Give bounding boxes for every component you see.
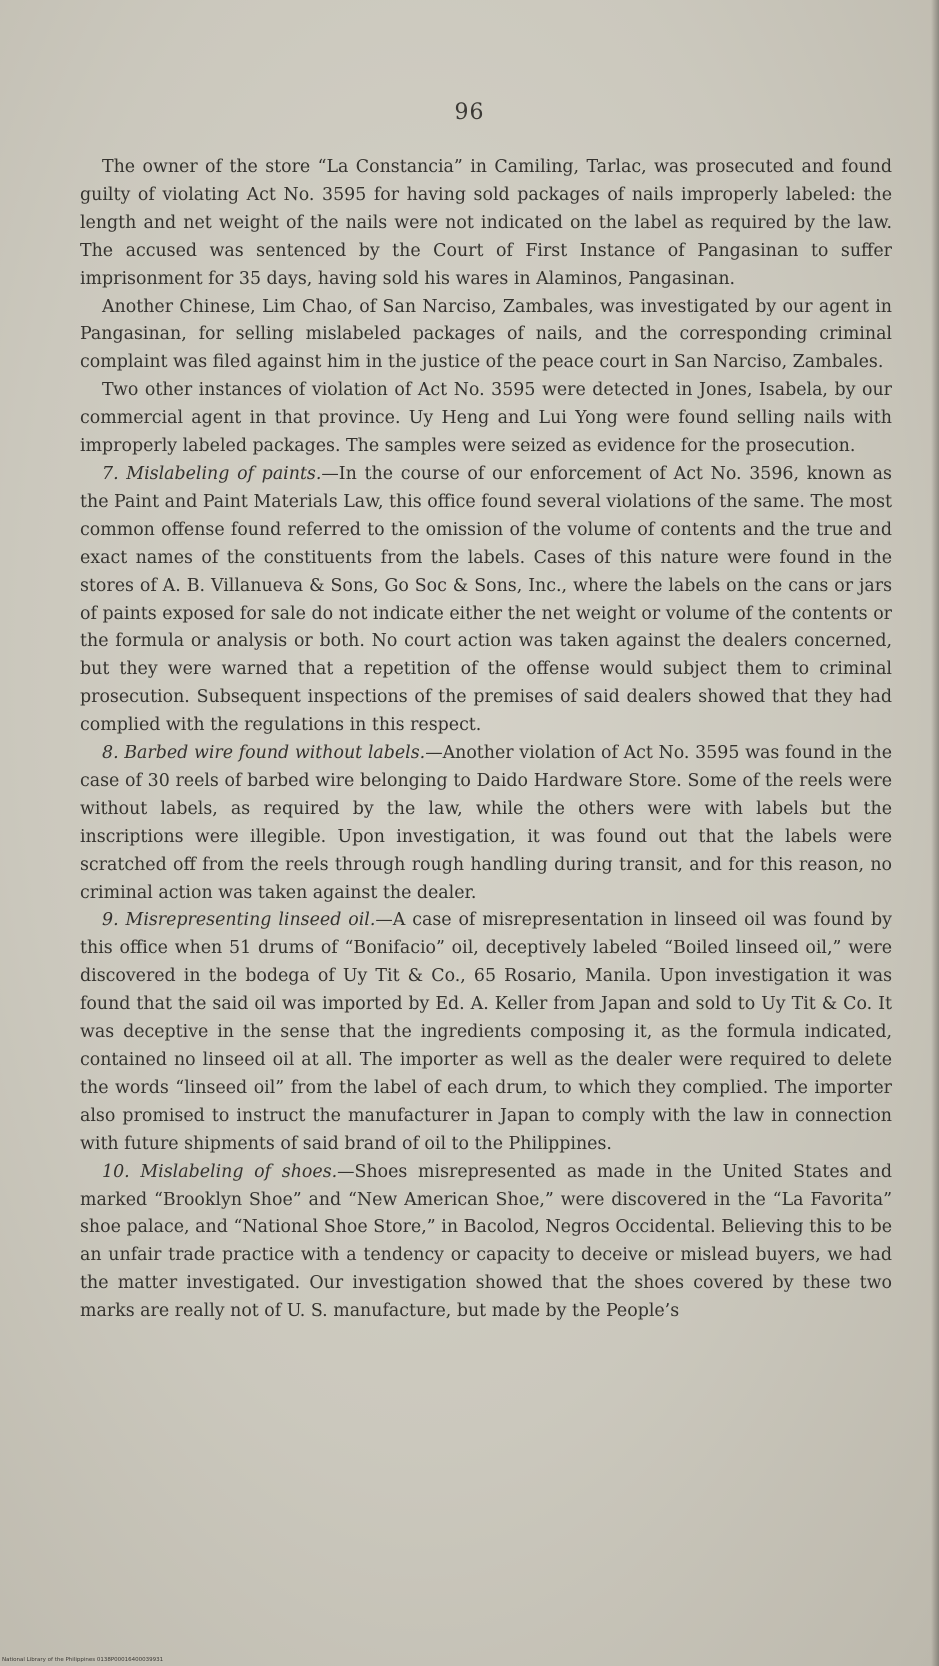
section-heading-shoes: 10. Mislabeling of shoes. (102, 1161, 338, 1182)
paragraph-mislabeling-shoes (80, 1159, 892, 1326)
paragraph-text: —In the course of our enforcement of Act No. 3596, known as the Paint and Paint Materials Law, this office found several violations of the same. The most common offense found referred to the omission of the volume of contents and the true and exact names of the constituents from the labels. Cases of this nature were found in the stores of A. B. Villanueva & Sons, Go Soc & Sons, Inc., where the labels on the cans or jars of paints exposed for sale do not indicate either the net weight or volume of the contents or the formula or analysis or both. No court action was taken against the dealers concerned, but they were warned that a repetition of the offense would subject them to criminal prosecution. Subsequent inspections of the premises of said dealers showed that they had complied with the regulations in this respect. (80, 463, 892, 736)
paragraph-text: Two other instances of violation of Act No. 3595 were detected in Jones, Isabela, by our commercial agent in that province. Uy Heng and Lui Yong were found selling nails with improperly labeled packages. The samples were seized as evidence for the prosecution. (80, 380, 892, 457)
paragraph-text: —Another violation of Act No. 3595 was found in the case of 30 reels of barbed wire belonging to Daido Hardware Store. Some of the reels were without labels, as required by the law, while the others were with labels but the inscriptions were illegible. Upon investigation, it was found out that the labels were scratched off from the reels through rough handling during transit, and for this reason, no criminal action was taken against the dealer. (80, 743, 892, 903)
paragraph-text: —A case of misrepresentation in linseed oil was found by this office when 51 drums of “Bonifacio” oil, deceptively labeled “Boiled linseed oil,” were discovered in the bodega of Uy Tit & Co., 65 Rosario, Manila. Upon investigation it was found that the said oil was imported by Ed. A. Keller from Japan and sold to Uy Tit & Co. It was deceptive in the sense that the ingredients composing it, as the formula indicated, contained no linseed oil at all. The importer as well as the dealer were required to delete the words “linseed oil” from the label of each drum, to which they complied. The importer also promised to instruct the manufacturer in Japan to comply with the law in connection with future shipments of said brand of oil to the Philippines. (80, 910, 892, 1154)
section-heading-paints: 7. Mislabeling of paints. (102, 463, 322, 484)
paragraph-la-constancia (80, 154, 892, 294)
section-heading-barbed-wire: 8. Barbed wire found without labels. (102, 743, 426, 764)
paragraph-mislabeling-paints (80, 461, 892, 740)
page-number: 96 (454, 100, 485, 125)
page-edge-shadow (931, 0, 939, 1666)
paragraph-text: Another Chinese, Lim Chao, of San Narciso, Zambales, was investigated by our agent in Pangasinan, for selling mislabeled packages of nails, and the corresponding criminal complaint was filed against him in the justice of the peace court in San Narciso, Zambales. (80, 296, 892, 373)
section-heading-linseed-oil: 9. Misrepresenting linseed oil. (102, 910, 376, 931)
archive-footer: National Library of the Philippines 0138P00016400039931 (2, 1657, 164, 1663)
paragraph-linseed-oil (80, 907, 892, 1158)
paragraph-text: —Shoes misrepresented as made in the United States and marked “Brooklyn Shoe” and “New American Shoe,” were discovered in the “La Favorita” shoe palace, and “National Shoe Store,” in Bacolod, Negros Occidental. Believing this to be an unfair trade practice with a tendency or capacity to deceive or mislead buyers, we had the matter investigated. Our investigation showed that the shoes covered by these two marks are really not of U. S. manufacture, but made by the People’s (80, 1161, 892, 1322)
paragraph-lim-chao (80, 294, 892, 378)
paragraph-jones-isabela (80, 377, 892, 461)
paragraph-barbed-wire (80, 740, 892, 907)
body-text (80, 154, 892, 1326)
paragraph-text: The owner of the store “La Constancia” in Camiling, Tarlac, was prosecuted and found guilty of violating Act No. 3595 for having sold packages of nails improperly labeled: the length and net weight of the nails were not indicated on the label as required by the law. The accused was sentenced by the Court of First Instance of Pangasinan to suffer imprisonment for 35 days, having sold his wares in Alaminos, Pangasinan. (80, 157, 892, 289)
